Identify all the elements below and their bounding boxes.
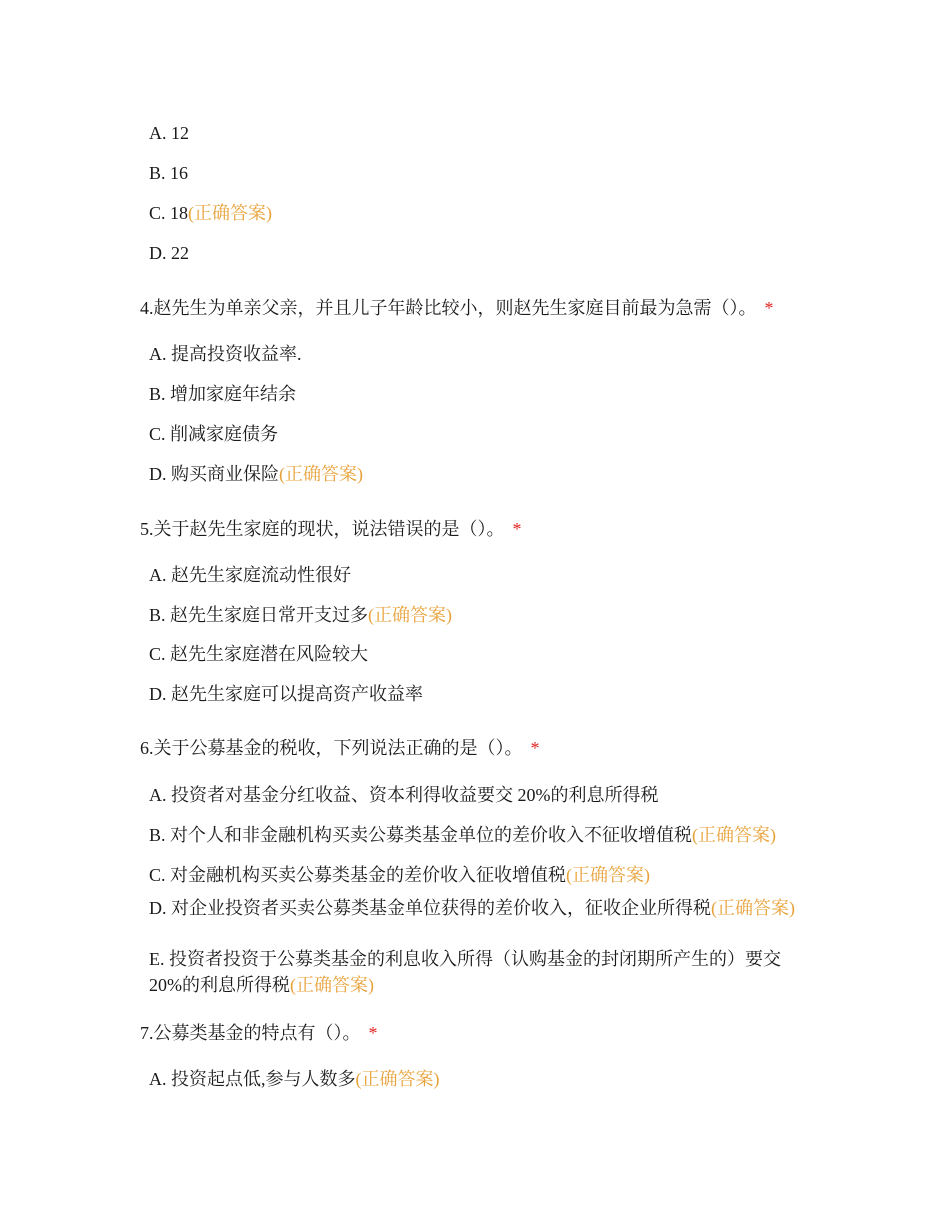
correct-answer-tag: (正确答案) xyxy=(355,1069,440,1089)
q6-option-d: D. 对企业投资者买卖公募类基金单位获得的差价收入，征收企业所得税(正确答案) xyxy=(149,898,795,918)
q4-option-b: B. 增加家庭年结余 xyxy=(149,384,297,404)
required-mark: * xyxy=(512,519,522,539)
q6-option-e: E. 投资者投资于公募类基金的利息收入所得（认购基金的封闭期所产生的）要交 20%的利息所得税(正确答案) xyxy=(149,949,781,995)
correct-answer-tag: (正确答案) xyxy=(279,464,363,484)
correct-answer-tag: (正确答案) xyxy=(290,975,374,995)
q3-option-a: A. 12 xyxy=(149,123,189,143)
correct-answer-tag: (正确答案) xyxy=(368,605,453,625)
question-7-title: 7.公募类基金的特点有（）。 * xyxy=(140,1023,378,1043)
q3-option-d: D. 22 xyxy=(149,243,189,263)
q3-option-b: B. 16 xyxy=(149,163,189,183)
q6-option-b: B. 对个人和非金融机构买卖公募类基金单位的差价收入不征收增值税(正确答案) xyxy=(149,825,777,845)
q6-option-c: C. 对金融机构买卖公募类基金的差价收入征收增值税(正确答案) xyxy=(149,865,651,885)
required-mark: * xyxy=(530,738,540,758)
q5-option-c: C. 赵先生家庭潜在风险较大 xyxy=(149,644,369,664)
q3-option-c: C. 18(正确答案) xyxy=(149,203,273,223)
q5-option-b: B. 赵先生家庭日常开支过多(正确答案) xyxy=(149,605,453,625)
q4-option-c: C. 削减家庭债务 xyxy=(149,424,279,444)
correct-answer-tag: (正确答案) xyxy=(188,203,273,223)
question-5-title: 5.关于赵先生家庭的现状，说法错误的是（）。 * xyxy=(140,519,522,539)
q4-option-d: D. 购买商业保险(正确答案) xyxy=(149,464,363,484)
correct-answer-tag: (正确答案) xyxy=(692,825,777,845)
question-6-title: 6.关于公募基金的税收，下列说法正确的是（）。 * xyxy=(140,738,540,758)
q6-option-a: A. 投资者对基金分红收益、资本利得收益要交 20%的利息所得税 xyxy=(149,785,659,805)
required-mark: * xyxy=(368,1023,378,1043)
required-mark: * xyxy=(764,298,774,318)
correct-answer-tag: (正确答案) xyxy=(711,898,795,918)
question-4-title: 4.赵先生为单亲父亲，并且儿子年龄比较小，则赵先生家庭目前最为急需（）。 * xyxy=(140,298,774,318)
q4-option-a: A. 提高投资收益率. xyxy=(149,344,302,364)
q7-option-a: A. 投资起点低,参与人数多(正确答案) xyxy=(149,1069,440,1089)
correct-answer-tag: (正确答案) xyxy=(566,865,651,885)
q5-option-d: D. 赵先生家庭可以提高资产收益率 xyxy=(149,684,423,704)
q5-option-a: A. 赵先生家庭流动性很好 xyxy=(149,565,351,585)
